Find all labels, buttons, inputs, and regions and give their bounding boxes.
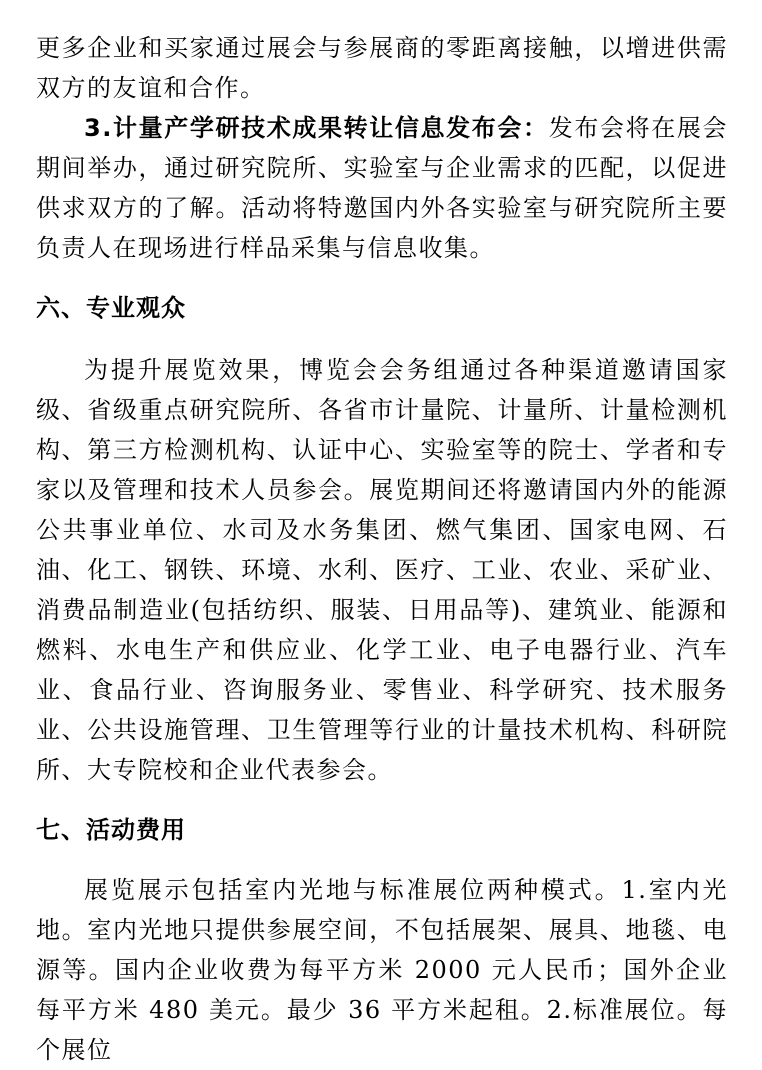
item-3-text: 发布会将在展会期间举办，通过研究院所、实验室与企业需求的匹配，以促进供求双方的了解。活动将特邀国内外各实验室与研究院所主要负责人在现场进行样品采集与信息收集。 xyxy=(36,114,728,262)
section-7-paragraph: 展览展示包括室内光地与标准展位两种模式。1.室内光地。室内光地只提供参展空间，不包括展架、展具、地毯、电源等。国内企业收费为每平方米 2000 元人民币；国外企业每平方米 480 美元。最少 36 平方米起租。2.标准展位。每个展位 xyxy=(36,876,728,1064)
continued-paragraph: 更多企业和买家通过展会与参展商的零距离接触，以增进供需双方的友谊和合作。 xyxy=(36,34,728,102)
section-6-paragraph: 为提升展览效果，博览会会务组通过各种渠道邀请国家级、省级重点研究院所、各省市计量院、计量所、计量检测机构、第三方检测机构、认证中心、实验室等的院士、学者和专家以及管理和技术人员参会。展览期间还将邀请国内外的能源公共事业单位、水司及水务集团、燃气集团、国家电网、石油、化工、钢铁、环境、水利、医疗、工业、农业、采矿业、消费品制造业(包括纺织、服装、日用品等)、建筑业、能源和燃料、水电生产和供应业、化学工业、电子电器行业、汽车业、食品行业、咨询服务业、零售业、科学研究、技术服务业、公共设施管理、卫生管理等行业的计量技术机构、科研院所、大专院校和企业代表参会。 xyxy=(36,356,728,784)
section-7-heading: 七、活动费用 xyxy=(36,816,186,844)
section-6-heading: 六、专业观众 xyxy=(36,294,186,322)
item-3-paragraph xyxy=(36,108,728,268)
item-3-title: 3.计量产学研技术成果转让信息发布会： xyxy=(84,114,549,142)
